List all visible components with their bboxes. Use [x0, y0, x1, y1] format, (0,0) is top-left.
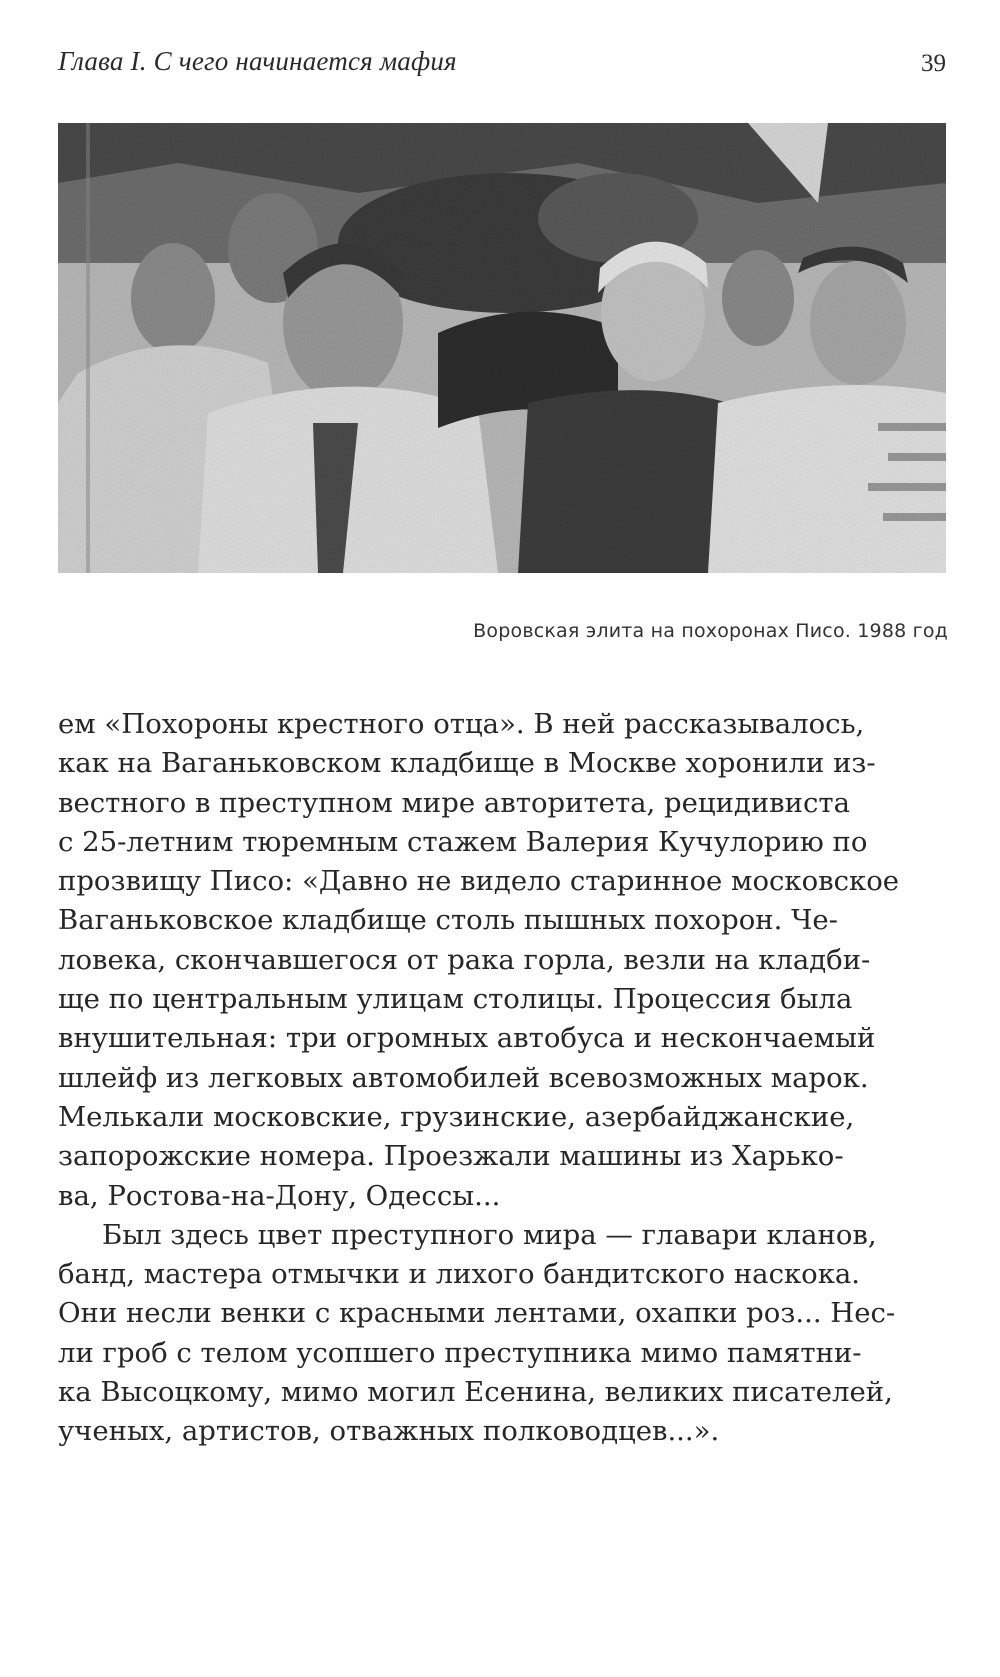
- text-line: как на Ваганьковском кладбище в Москве хоронили из-: [58, 747, 876, 780]
- text-line: Был здесь цвет преступного мира — главари кланов,: [102, 1218, 877, 1251]
- text-line: ли гроб с телом усопшего преступника мимо памятни-: [58, 1336, 862, 1369]
- text-line: Мелькали московские, грузинские, азербайджанские,: [58, 1100, 855, 1133]
- text-line: внушительная: три огромных автобуса и нескончаемый: [58, 1022, 876, 1055]
- paragraph: [58, 1216, 958, 1452]
- text-line: ловека, скончавшегося от рака горла, везли на кладби-: [58, 943, 871, 976]
- text-line: Они несли венки с красными лентами, охапки роз... Нес-: [58, 1297, 896, 1330]
- text-line: прозвищу Писо: «Давно не видело старинное московское: [58, 865, 900, 898]
- text-line: банд, мастера отмычки и лихого бандитского наскока.: [58, 1258, 861, 1291]
- photo: [58, 123, 946, 573]
- text-line: шлейф из легковых автомобилей всевозможных марок.: [58, 1061, 869, 1094]
- page-number: 39: [921, 50, 946, 77]
- text-line: ще по центральным улицам столицы. Процессия была: [58, 983, 853, 1016]
- text-line: вестного в преступном мире авторитета, рецидивиста: [58, 786, 851, 819]
- text-line: ем «Похороны крестного отца». В ней рассказывалось,: [58, 708, 865, 740]
- paragraph: [58, 705, 958, 1216]
- text-line: ка Высоцкому, мимо могил Есенина, великих писателей,: [58, 1376, 893, 1409]
- running-head: Глава I. С чего начинается мафия: [58, 46, 457, 76]
- text-line: Ваганьковское кладбище столь пышных похорон. Че-: [58, 904, 838, 937]
- text-line: ва, Ростова-на-Дону, Одессы...: [58, 1179, 501, 1212]
- text-line: запорожские номера. Проезжали машины из Харько-: [58, 1140, 844, 1173]
- text-line: ученых, артистов, отважных полководцев...».: [58, 1415, 720, 1448]
- text-line: с 25-летним тюремным стажем Валерия Кучулорию по: [58, 825, 868, 858]
- body-text: [58, 705, 958, 1452]
- photo-caption: Воровская элита на похоронах Писо. 1988 год: [473, 620, 948, 642]
